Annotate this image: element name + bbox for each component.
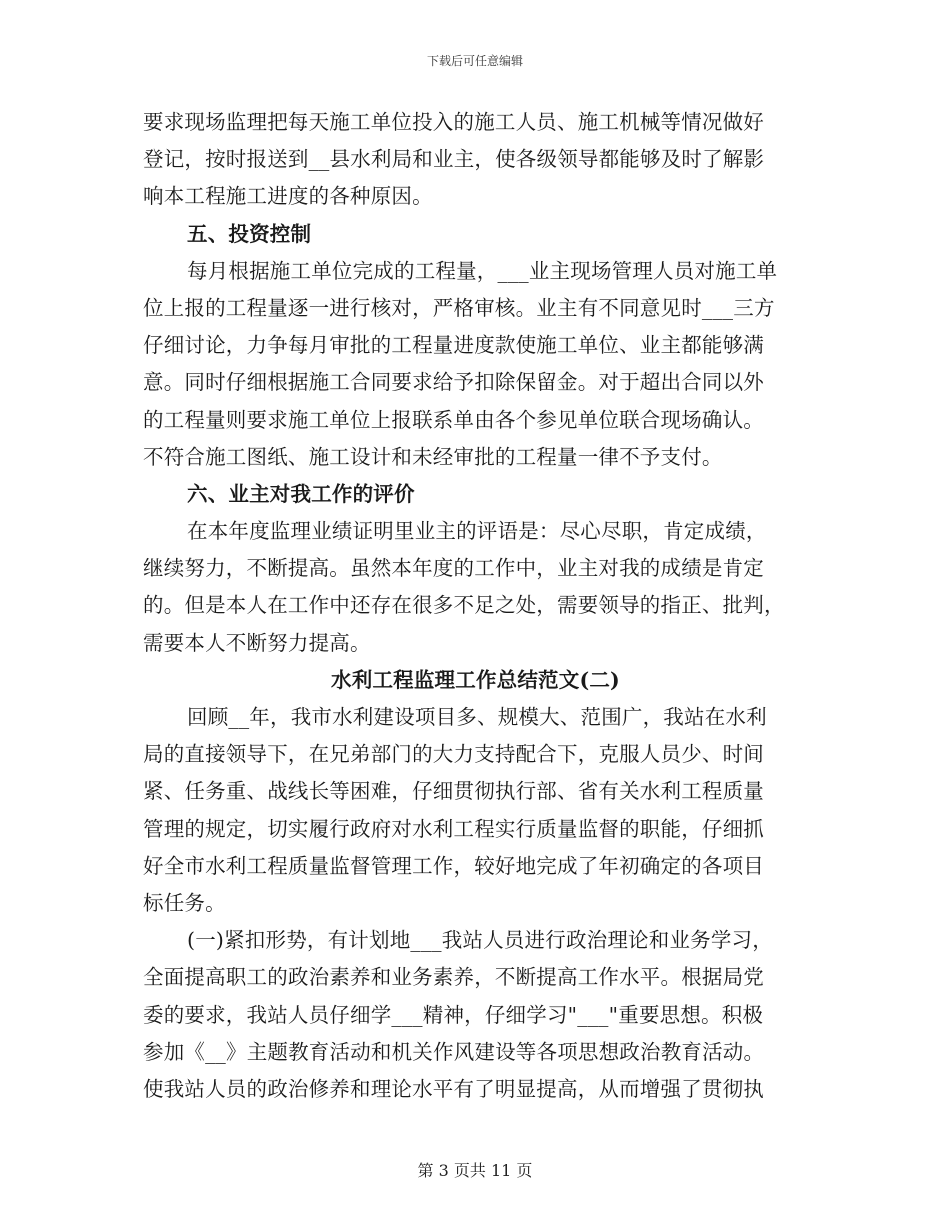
body-line: 委的要求，我站人员仔细学___精神，仔细学习"___"重要思想。积极 [143, 1002, 764, 1027]
page-footer: 第 3 页共 11 页 [417, 1161, 533, 1180]
body-line: 管理的规定，切实履行政府对水利工程实行质量监督的职能，仔细抓 [143, 816, 764, 841]
section-heading: 五、投资控制 [187, 221, 312, 246]
body-line: 好全市水利工程质量监督管理工作，较好地完成了年初确定的各项目 [143, 853, 764, 878]
body-line: (一)紧扣形势，有计划地___我站人员进行政治理论和业务学习， [187, 928, 773, 953]
body-line: 在本年度监理业绩证明里业主的评语是：尽心尽职，肯定成绩， [187, 519, 767, 544]
document-body [143, 104, 808, 1108]
body-line: 使我站人员的政治修养和理论水平有了明显提高，从而增强了贯彻执 [143, 1076, 764, 1101]
body-line: 位上报的工程量逐一进行核对，严格审核。业主有不同意见时___三方 [143, 295, 775, 320]
body-line: 意。同时仔细根据施工合同要求给予扣除保留金。对于超出合同以外 [143, 370, 764, 395]
body-line: 要求现场监理把每天施工单位投入的施工人员、施工机械等情况做好 [143, 110, 764, 134]
body-line: 的工程量则要求施工单位上报联系单由各个参见单位联合现场确认。 [143, 407, 764, 432]
body-line: 需要本人不断努力提高。 [143, 630, 371, 655]
body-line: 继续努力，不断提高。虽然本年度的工作中，业主对我的成绩是肯定 [143, 556, 764, 581]
body-line: 全面提高职工的政治素养和业务素养，不断提高工作水平。根据局党 [143, 965, 764, 990]
body-line: 局的直接领导下，在兄弟部门的大力支持配合下，克服人员少、时间 [143, 742, 764, 767]
body-line: 每月根据施工单位完成的工程量，___业主现场管理人员对施工单 [187, 258, 778, 283]
body-line: 标任务。 [143, 890, 226, 915]
document-title: 水利工程监理工作总结范文(二) [331, 667, 620, 692]
body-line: 响本工程施工进度的各种原因。 [143, 184, 433, 209]
section-heading: 六、业主对我工作的评价 [187, 481, 415, 506]
body-line: 仔细讨论，力争每月审批的工程量进度款使施工单位、业主都能够满 [143, 333, 764, 358]
body-line: 不符合施工图纸、施工设计和未经审批的工程量一律不予支付。 [143, 444, 723, 469]
body-line: 参加《__》主题教育活动和机关作风建设等各项思想政治教育活动。 [143, 1039, 765, 1064]
page-header: 下载后可任意编辑 [426, 54, 523, 68]
body-line: 的。但是本人在工作中还存在很多不足之处，需要领导的指正、批判， [143, 593, 785, 618]
body-line: 回顾__年，我市水利建设项目多、规模大、范围广，我站在水利 [187, 705, 767, 729]
body-line: 紧、任务重、战线长等困难，仔细贯彻执行部、省有关水利工程质量 [143, 779, 764, 804]
body-line: 登记，按时报送到__县水利局和业主，使各级领导都能够及时了解影 [143, 147, 765, 172]
